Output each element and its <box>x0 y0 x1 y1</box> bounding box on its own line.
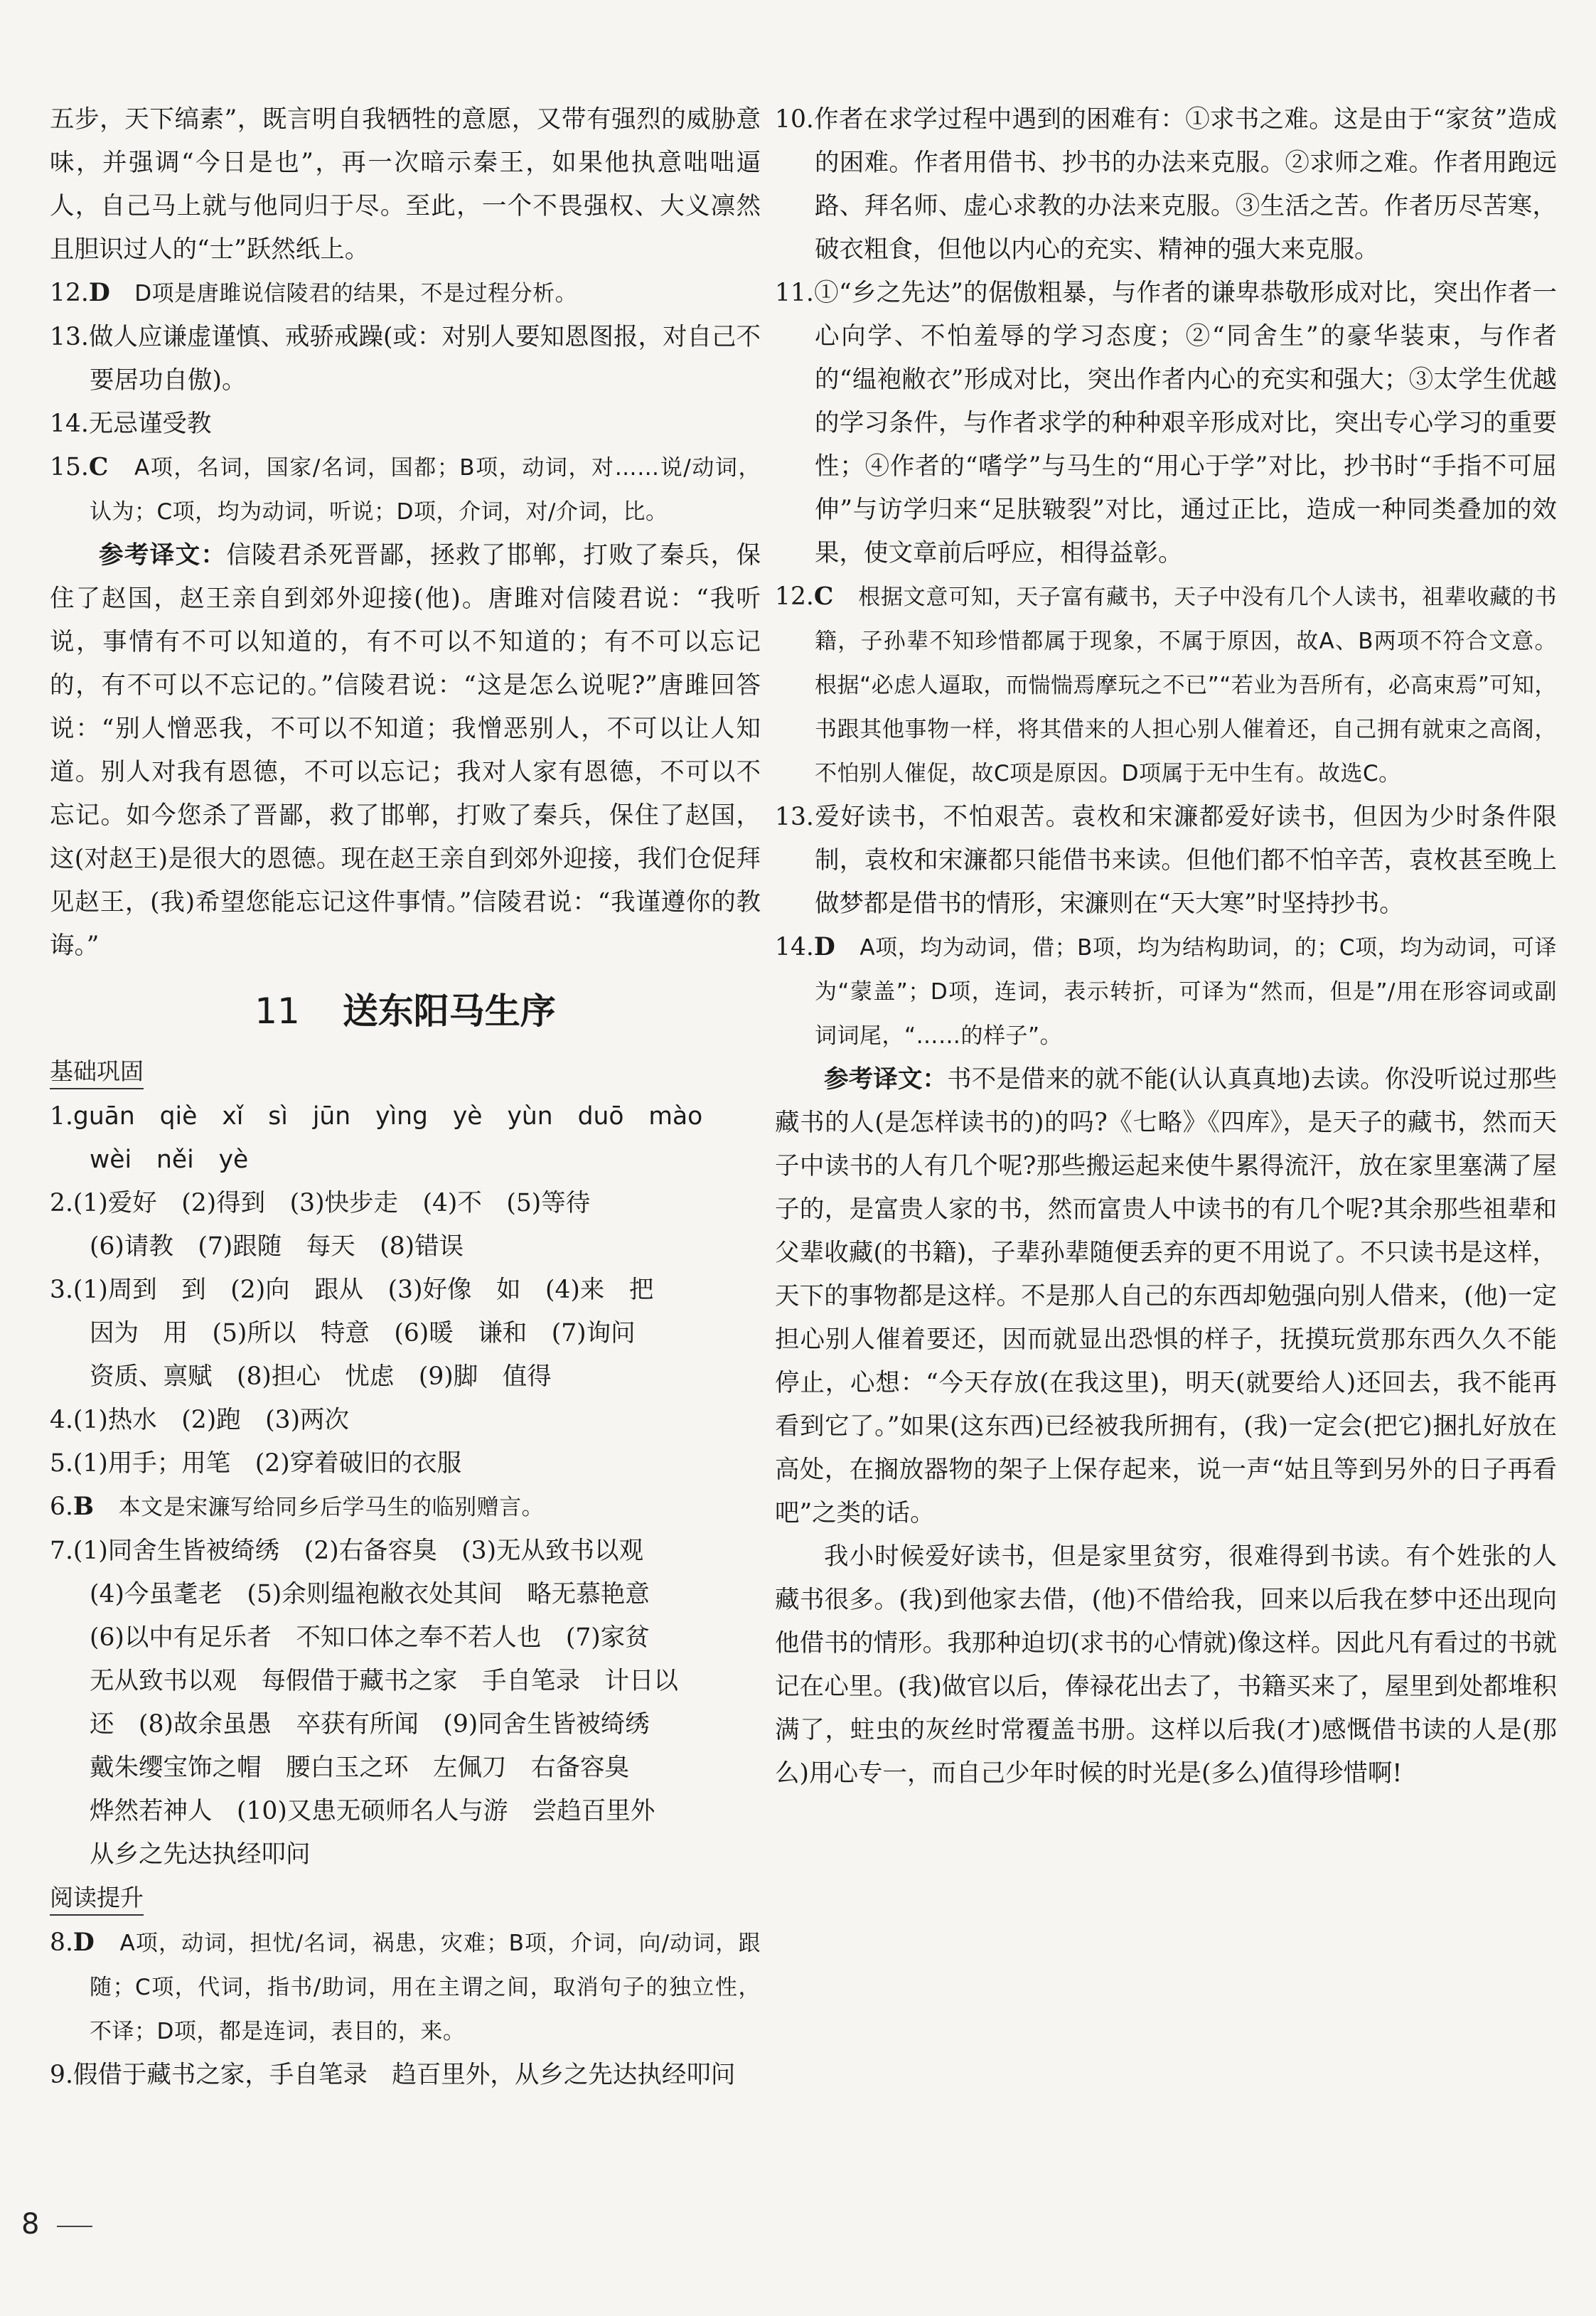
answer-13: 13.做人应谦虚谨慎、戒骄戒躁(或：对别人要知恩图报，对自己不要居功自傲)。 <box>50 323 761 395</box>
basic-7-cont-f: 戴朱缨宝饰之帽 腰白玉之环 左佩刀 右备容臭 <box>90 1754 629 1782</box>
section-basic-consolidation: 基础巩固 <box>50 1055 144 1089</box>
page-number: 8 <box>21 2208 40 2241</box>
prev-analysis-continuation: 五步，天下缟素”，既言明自我牺牲的意愿，又带有强烈的威胁意味，并强调“今日是也”，再一次暗示秦王，如果他执意咄咄逼人，自己马上就与他同归于尽。至此，一个不畏强权、大义凛然且胆识过人的“士”跃然纸上。 <box>50 105 761 264</box>
answer-14: 14.无忌谨受教 <box>50 410 212 438</box>
answer-11: 11.①“乡之先达”的倨傲粗暴，与作者的谦卑恭敬形成对比，突出作者一心向学、不怕羞辱的学习态度；②“同舍生”的豪华装束，与作者的“缊袍敝衣”形成对比，突出作者内心的充实和强大；③太学生优越的学习条件，与作者求学的种种艰辛形成对比，突出专心学习的重要性；④作者的“嗜学”与马生的“用心于学”对比，抄书时“手指不可屈伸”与访学归来“足肤皲裂”对比，通过正比，造成一种同类叠加的效果，使文章前后呼应，相得益彰。 <box>775 279 1557 567</box>
answer-14-right: 14.D A项，均为动词，借；B项，均为结构助词，的；C项，均为动词，可译为“蒙盖”；D项，连词，表示转折，可译为“然而，但是”/用在形容词或副词词尾，“……的样子”。 <box>775 933 1557 1049</box>
basic-7-cont-h: 从乡之先达执经叩问 <box>90 1840 311 1869</box>
lesson-title: 11 送东阳马生序 <box>255 991 556 1032</box>
answer-15: 15.C A项，名词，国家/名词，国都；B项，动词，对……说/动词，认为；C项，均为动词，听说；D项，介词，对/介词，比。 <box>50 453 761 525</box>
basic-2-cont: (6)请教 (7)跟随 每天 (8)错误 <box>90 1232 464 1261</box>
basic-7-cont-c: (6)以中有足乐者 不知口体之奉不若人也 (7)家贫 <box>90 1623 650 1652</box>
basic-3-cont2: 资质、禀赋 (8)担心 忧虑 (9)脚 值得 <box>90 1362 552 1391</box>
answer-12-right: 12.C 根据文意可知，天子富有藏书，天子中没有几个人读书，祖辈收藏的书籍，子孙辈不知珍惜都属于现象，不属于原因，故A、B两项不符合文意。根据“必虑人逼取，而惴惴焉摩玩之不已”“若业为吾所有，必高束焉”可知，书跟其他事物一样，将其借来的人担心别人催着还，自己拥有就束之高阁，不怕别人催促，故C项是原因。D项属于无中生有。故选C。 <box>775 582 1558 786</box>
reference-translation: 参考译文：信陵君杀死晋鄙，拯救了邯郸，打败了秦兵，保住了赵国，赵王亲自到郊外迎接(他)。唐雎对信陵君说：“我听说，事情有不可以知道的，有不可以不知道的；有不可以忘记的，有不可以不忘记的。”信陵君说：“这是怎么说呢?”唐雎回答说：“别人憎恶我，不可以不知道；我憎恶别人，不可以让人知道。别人对我有恩德，不可以忘记；我对人家有恩德，不可以不忘记。如今您杀了晋鄙，救了邯郸，打败了秦兵，保住了赵国，这(对赵王)是很大的恩德。现在赵王亲自到郊外迎接，我们仓促拜见赵王，(我)希望您能忘记这件事情。”信陵君说：“我谨遵你的教诲。” <box>50 541 761 960</box>
basic-1-pinyin-cont: wèi něi yè <box>90 1146 249 1174</box>
reference-translation-right-2: 我小时候爱好读书，但是家里贫穷，很难得到书读。有个姓张的人藏书很多。(我)到他家去借，(他)不借给我，回来以后我在梦中还出现向他借书的情形。我那种迫切(求书的心情就)像这样。因此凡有看过的书就记在心里。(我)做官以后，俸禄花出去了，书籍买来了，屋里到处都堆积满了，蛀虫的灰丝时常覆盖书册。这样以后我(才)感慨借书读的人是(那么)用心专一，而自己少年时候的时光是(多么)值得珍惜啊! <box>775 1542 1557 1788</box>
basic-2: 2.(1)爱好 (2)得到 (3)快步走 (4)不 (5)等待 <box>50 1189 591 1217</box>
reading-9: 9.假借于藏书之家，手自笔录 趋百里外，从乡之先达执经叩问 <box>50 2061 736 2089</box>
answer-10: 10.作者在求学过程中遇到的困难有：①求书之难。这是由于“家贫”造成的困难。作者用借书、抄书的办法来克服。②求师之难。作者用跑远路、拜名师、虚心求教的办法来克服。③生活之苦。作者历尽苦寒，破衣粗食，但他以内心的充实、精神的强大来克服。 <box>775 105 1557 264</box>
answer-12: 12.D D项是唐雎说信陵君的结果，不是过程分析。 <box>50 279 578 307</box>
basic-7-cont-d: 无从致书以观 每假借于藏书之家 手自笔录 计日以 <box>90 1667 678 1695</box>
basic-4: 4.(1)热水 (2)跑 (3)两次 <box>50 1406 350 1434</box>
answer-13-right: 13.爱好读书，不怕艰苦。袁枚和宋濂都爱好读书，但因为少时条件限制，袁枚和宋濂都只能借书来读。但他们都不怕辛苦，袁枚甚至晚上做梦都是借书的情形，宋濂则在“天大寒”时坚持抄书。 <box>775 803 1557 918</box>
reference-translation-right: 参考译文：书不是借来的就不能(认认真真地)去读。你没听说过那些藏书的人(是怎样读书的)的吗?《七略》《四库》，是天子的藏书，然而天子中读书的人有几个呢?那些搬运起来使牛累得流汗，放在家里塞满了屋子的，是富贵人家的书，然而富贵人中读书的有几个呢?其余那些祖辈和父辈收藏(的书籍)，子辈孙辈随便丢弃的更不用说了。不只读书是这样，天下的事物都是这样。不是那人自己的东西却勉强向别人借来，(他)一定担心别人催着要还，因而就显出恐惧的样子，抚摸玩赏那东西久久不能停止，心想：“今天存放(在我这里)，明天(就要给人)还回去，我不能再看到它了。”如果(这东西)已经被我所拥有，(我)一定会(把它)捆扎好放在高处，在搁放器物的架子上保存起来，说一声“姑且等到另外的日子再看吧”之类的话。 <box>775 1065 1558 1527</box>
basic-7-cont-b: (4)今虽耄老 (5)余则缊袍敝衣处其间 略无慕艳意 <box>90 1580 650 1608</box>
page-number-dash <box>57 2226 92 2227</box>
basic-3: 3.(1)周到 到 (2)向 跟从 (3)好像 如 (4)来 把 <box>50 1276 654 1304</box>
reading-8: 8.D A项，动词，担忧/名词，祸患，灾难；B项，介词，向/动词，跟随；C项，代词，指书/助词，用在主谓之间，取消句子的独立性，不译；D项，都是连词，表目的，来。 <box>50 1928 761 2044</box>
right-column <box>775 98 1557 1795</box>
basic-7-cont-e: 还 (8)故余虽愚 卒获有所闻 (9)同舍生皆被绮绣 <box>90 1710 650 1739</box>
left-column <box>50 98 761 2097</box>
basic-3-cont: 因为 用 (5)所以 特意 (6)暖 谦和 (7)询问 <box>90 1319 636 1348</box>
section-reading-improvement: 阅读提升 <box>50 1882 144 1916</box>
basic-7-cont-g: 烨然若神人 (10)又患无硕师名人与游 尝趋百里外 <box>90 1797 655 1825</box>
basic-1-pinyin: 1.guān qiè xǐ sì jūn yìng yè yùn duō mào <box>50 1102 703 1131</box>
basic-6: 6.B 本文是宋濂写给同乡后学马生的临别赠言。 <box>50 1493 545 1521</box>
basic-7: 7.(1)同舍生皆被绮绣 (2)右备容臭 (3)无从致书以观 <box>50 1537 644 1565</box>
basic-5: 5.(1)用手；用笔 (2)穿着破旧的衣服 <box>50 1449 462 1478</box>
